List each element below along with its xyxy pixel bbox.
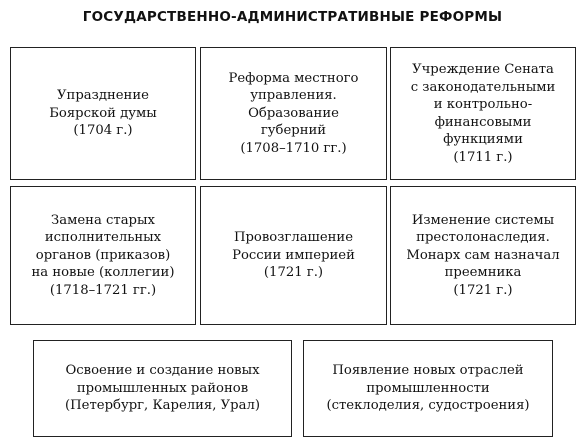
box-line: Замена старых [51, 212, 155, 228]
box-line: промышленных районов [76, 380, 249, 396]
box-line: Монарх сам назначал [406, 247, 560, 263]
box-line: функциями [443, 132, 523, 147]
box-line: преемника [444, 265, 522, 281]
diagram-title: ГОСУДАРСТВЕННО-АДМИНИСТРАТИВНЫЕ РЕФОРМЫ [82, 9, 503, 25]
reform-box-succession [390, 186, 576, 325]
box-line: промышленности [366, 380, 490, 396]
box-line: (1721 г.) [453, 282, 513, 298]
box-line: Образование [248, 105, 339, 121]
box-line: Освоение и создание новых [65, 363, 260, 379]
box-line: России империей [232, 247, 355, 263]
reform-box-local-government [200, 47, 387, 180]
reform-box-industrial-regions [33, 340, 292, 437]
box-line: органов (приказов) [35, 247, 171, 263]
box-line: управления. [250, 88, 337, 104]
box-line: на новые (коллегии) [31, 265, 175, 281]
box-line: (стеклоделия, судостроения) [326, 398, 530, 414]
box-line: Провозглашение [233, 230, 354, 246]
box-line: и контрольно- [433, 97, 533, 112]
box-line: Появление новых отраслей [332, 363, 524, 379]
box-line: Изменение системы [411, 212, 555, 228]
box-line: (1711 г.) [453, 149, 513, 165]
box-line: (1708–1710 гг.) [240, 140, 347, 156]
reform-box-new-industries [303, 340, 553, 437]
reform-box-empire [200, 186, 387, 325]
box-line: (1718–1721 гг.) [49, 282, 157, 298]
box-line: (Петербург, Карелия, Урал) [65, 398, 260, 414]
reform-box-collegia [10, 186, 196, 325]
box-line: престолонаследия. [416, 230, 550, 246]
box-line: (1721 г.) [263, 265, 324, 281]
box-line: с законодательными [410, 79, 556, 95]
box-line: (1704 г.) [73, 123, 133, 139]
reform-box-senate [390, 47, 576, 180]
box-line: Учреждение Сената [412, 62, 554, 77]
box-line: исполнительных [44, 230, 162, 246]
box-line: губерний [260, 123, 327, 139]
box-line: финансовыми [434, 114, 532, 130]
box-line: Реформа местного [228, 70, 359, 86]
box-line: Упразднение [57, 88, 149, 104]
box-line: Боярской думы [49, 105, 157, 121]
reform-box-boyar-duma [10, 47, 196, 180]
